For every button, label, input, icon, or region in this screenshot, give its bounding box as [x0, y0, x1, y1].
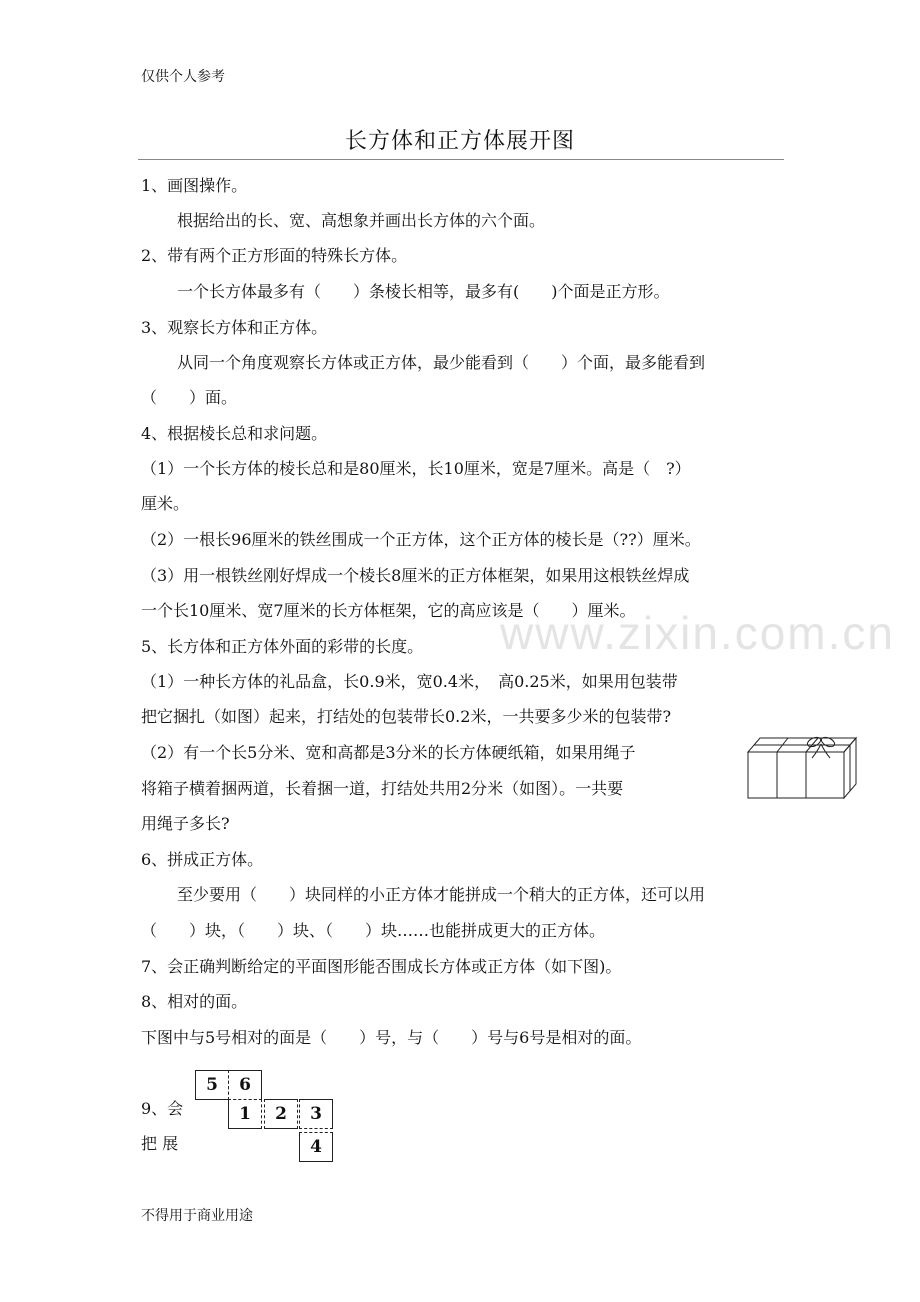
net-face-2: 2: [264, 1099, 298, 1129]
section-1-heading: 1、画图操作。: [141, 176, 248, 195]
net-face-5: 5: [195, 1070, 229, 1100]
net-face-4: 4: [299, 1132, 333, 1162]
section-4-q3: （3）用一根铁丝刚好焊成一个棱长8厘米的正方体框架，如果用这根铁丝焊成: [141, 566, 690, 585]
section-9-heading: 9、会: [141, 1099, 184, 1118]
section-4-heading: 4、根据棱长总和求问题。: [141, 424, 328, 443]
section-5-q2-cont2: 用绳子多长?: [141, 814, 230, 833]
section-8-heading: 8、相对的面。: [141, 992, 248, 1011]
section-6-heading: 6、拼成正方体。: [141, 850, 264, 869]
section-5-heading: 5、长方体和正方体外面的彩带的长度。: [141, 637, 424, 656]
watermark: www.zixin.com.cn: [500, 607, 895, 659]
section-3-text: 从同一个角度观察长方体或正方体，最少能看到（ ）个面，最多能看到: [177, 353, 706, 372]
title-divider: [138, 159, 784, 160]
gift-box-illustration: [744, 732, 860, 802]
section-7-heading: 7、会正确判断给定的平面图形能否围成长方体或正方体（如下图)。: [141, 957, 622, 976]
section-9-text: 把 展: [141, 1134, 179, 1153]
page-title: 长方体和正方体展开图: [344, 129, 575, 154]
net-face-3: 3: [299, 1099, 333, 1129]
net-face-6: 6: [228, 1070, 262, 1100]
section-4-q2: （2）一根长96厘米的铁丝围成一个正方体，这个正方体的棱长是（??）厘米。: [141, 530, 701, 549]
section-5-q2-cont: 将箱子横着捆两道，长着捆一道，打结处共用2分米（如图）。一共要: [141, 779, 624, 798]
section-2-text: 一个长方体最多有（ ）条棱长相等，最多有( )个面是正方形。: [177, 282, 670, 301]
section-5-q1: （1）一种长方体的礼品盒，长0.9米，宽0.4米， 高0.25米，如果用包装带: [141, 672, 678, 691]
section-5-q1-cont: 把它捆扎（如图）起来，打结处的包装带长0.2米，一共要多少米的包装带?: [141, 707, 672, 726]
section-6-text-cont: （ ）块，（ ）块、（ ）块……也能拼成更大的正方体。: [141, 921, 606, 940]
section-3-text-cont: （ ）面。: [141, 388, 238, 407]
header-note: 仅供个人参考: [141, 69, 225, 85]
section-6-text: 至少要用（ ）块同样的小正方体才能拼成一个稍大的正方体，还可以用: [177, 885, 706, 904]
section-2-heading: 2、带有两个正方形面的特殊长方体。: [141, 246, 408, 265]
section-5-q2: （2）有一个长5分米、宽和高都是3分米的长方体硬纸箱，如果用绳子: [141, 743, 636, 762]
section-3-heading: 3、观察长方体和正方体。: [141, 318, 328, 337]
footer-note: 不得用于商业用途: [141, 1208, 253, 1224]
section-4-q1: （1）一个长方体的棱长总和是80厘米，长10厘米，宽是7厘米。高是（ ?）: [141, 459, 691, 478]
section-8-text: 下图中与5号相对的面是（ ）号，与（ ）号与6号是相对的面。: [141, 1028, 642, 1047]
section-4-q3-cont: 一个长10厘米、宽7厘米的长方体框架，它的高应该是（ ）厘米。: [141, 601, 636, 620]
net-face-1: 1: [228, 1099, 262, 1129]
section-4-q1-cont: 厘米。: [141, 494, 190, 513]
section-1-text: 根据给出的长、宽、高想象并画出长方体的六个面。: [177, 211, 546, 230]
